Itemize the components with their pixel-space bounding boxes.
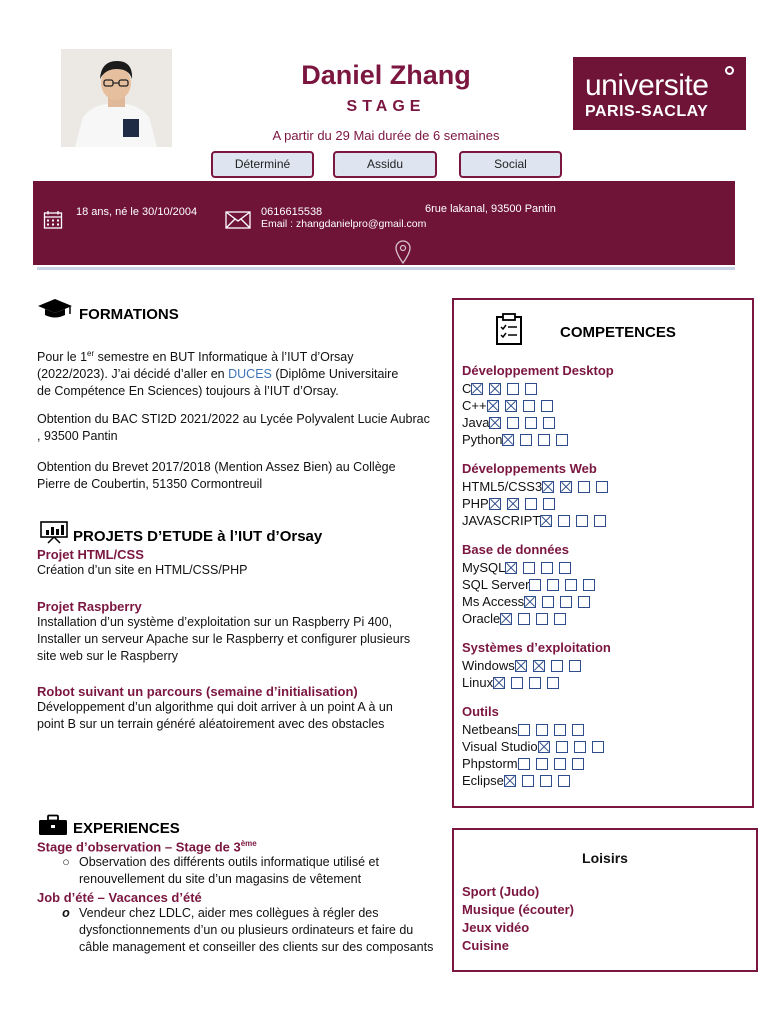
skill-level-empty-box — [523, 400, 535, 412]
duces-highlight: DUCES — [228, 367, 272, 382]
skill-level-empty-box — [574, 741, 586, 753]
skill-level-empty-box — [594, 515, 606, 527]
skill-name: Eclipse — [462, 773, 504, 788]
skill-name: Linux — [462, 675, 494, 690]
experience-sup: ème — [240, 839, 257, 848]
experience-name: Stage d’observation – Stage de 3 — [37, 839, 241, 855]
skill-row — [462, 478, 752, 495]
skill-level-empty-box — [542, 596, 554, 608]
formation-sup: er — [87, 349, 95, 358]
formation-text: de Compétence En Sciences) toujours à l’IUT d’Orsay. — [37, 384, 339, 399]
skill-level-checked-box — [502, 434, 514, 446]
profile-photo — [61, 49, 172, 147]
skill-level-empty-box — [592, 741, 604, 753]
projet-name: Projet HTML/CSS — [37, 547, 144, 562]
skill-level-empty-box — [556, 741, 568, 753]
skill-level-checked-box — [538, 741, 550, 753]
skill-level-empty-box — [523, 562, 535, 574]
projet-name: Projet Raspberry — [37, 599, 142, 614]
candidate-name: Daniel Zhang — [301, 60, 471, 90]
projet-desc: Installation d’un système d’exploitation sur un Raspberry Pi 400, — [37, 615, 393, 629]
skill-level-empty-box — [558, 515, 570, 527]
skill-level-checked-box — [487, 400, 499, 412]
skill-level-checked-box — [505, 562, 517, 574]
formation-text: Pierre de Coubertin, 51350 Cormontreuil — [37, 477, 263, 491]
competence-category: Base de données — [462, 542, 569, 557]
university-logo — [573, 57, 746, 130]
skill-level-checked-box — [540, 515, 552, 527]
projet-desc: Installer un serveur Apache sur le Raspberry et configurer plusieurs — [37, 632, 411, 646]
competence-category: Systèmes d’exploitation — [462, 640, 611, 655]
skill-level-empty-box — [554, 758, 566, 770]
skill-name: Windows — [462, 658, 515, 673]
skill-level-empty-box — [540, 775, 552, 787]
formation-item-bac — [37, 411, 447, 445]
loisirs-panel — [452, 828, 758, 972]
logo-line-1: universite — [585, 69, 709, 102]
clipboard-icon — [492, 312, 526, 346]
skill-level-empty-box — [572, 724, 584, 736]
competences-title: COMPETENCES — [560, 324, 676, 341]
skill-level-checked-box — [560, 481, 572, 493]
competences-list — [462, 363, 752, 789]
availability-text: A partir du 29 Mai durée de 6 semaines — [272, 128, 500, 143]
skill-name: Java — [462, 415, 490, 430]
formation-text: (2022/2023). J’ai décidé d’aller en — [37, 367, 229, 382]
skill-level-checked-box — [515, 660, 527, 672]
loisir-item: Jeux vidéo — [462, 920, 530, 935]
skill-row — [462, 593, 752, 610]
loisir-item: Cuisine — [462, 938, 509, 953]
skill-level-empty-box — [559, 562, 571, 574]
skill-name: HTML5/CSS3 — [462, 479, 543, 494]
formation-text: semestre en BUT Informatique à l’IUT d’Orsay — [94, 350, 354, 365]
skill-name: PHP — [462, 496, 489, 511]
skill-name: C — [462, 381, 472, 396]
skill-level-empty-box — [536, 758, 548, 770]
skill-level-empty-box — [578, 481, 590, 493]
skill-level-empty-box — [536, 724, 548, 736]
experience-item-stage — [37, 839, 452, 888]
envelope-icon — [225, 208, 251, 230]
skill-level-checked-box — [489, 498, 501, 510]
skill-row — [462, 414, 752, 431]
logo-line-2: PARIS-SACLAY — [585, 103, 709, 120]
skill-row — [462, 495, 752, 512]
bullet-icon: o — [62, 906, 70, 920]
projet-desc: point B sur un terrain généré aléatoirement avec des obstacles — [37, 717, 385, 731]
experience-desc: renouvellement du site d’un magasins de vêtement — [79, 872, 362, 887]
skill-name: Visual Studio — [462, 739, 538, 754]
skill-row — [462, 755, 752, 772]
formation-item-brevet — [37, 459, 447, 493]
skill-row — [462, 610, 752, 627]
skill-name: Ms Access — [462, 594, 525, 609]
skill-level-empty-box — [518, 758, 530, 770]
skill-level-empty-box — [578, 596, 590, 608]
projet-desc: site web sur le Raspberry — [37, 649, 179, 663]
skill-level-empty-box — [541, 562, 553, 574]
skill-level-empty-box — [554, 724, 566, 736]
skill-level-checked-box — [489, 383, 501, 395]
tag-determine: Déterminé — [211, 151, 314, 178]
formation-text: Obtention du BAC STI2D 2021/2022 au Lycée Polyvalent Lucie Aubrac — [37, 412, 430, 426]
skill-row — [462, 657, 752, 674]
skill-level-checked-box — [524, 596, 536, 608]
formation-text: Pour le 1 — [37, 350, 88, 365]
skill-name: Phpstorm — [462, 756, 518, 771]
skill-level-empty-box — [547, 677, 559, 689]
skill-level-empty-box — [525, 498, 537, 510]
skill-level-empty-box — [522, 775, 534, 787]
phone-text: 0616615538 — [261, 206, 323, 218]
skill-name: SQL Server — [462, 577, 530, 592]
skill-level-empty-box — [536, 613, 548, 625]
skill-level-empty-box — [520, 434, 532, 446]
skill-level-empty-box — [558, 775, 570, 787]
skill-level-checked-box — [504, 775, 516, 787]
skill-row — [462, 721, 752, 738]
skill-level-empty-box — [554, 613, 566, 625]
skill-level-empty-box — [518, 724, 530, 736]
competence-category: Outils — [462, 704, 499, 719]
skill-level-empty-box — [556, 434, 568, 446]
formation-text: Obtention du Brevet 2017/2018 (Mention Assez Bien) au Collège — [37, 460, 396, 474]
briefcase-icon — [38, 814, 68, 836]
skill-level-empty-box — [525, 417, 537, 429]
skill-name: MySQL — [462, 560, 506, 575]
skill-level-checked-box — [542, 481, 554, 493]
projets-title: PROJETS D’ETUDE à l’IUT d’Orsay — [73, 528, 323, 545]
experience-desc: dysfonctionnements d’un ou plusieurs ordinateurs et faire du — [79, 923, 414, 937]
experience-name: Job d’été – Vacances d’été — [37, 890, 202, 905]
projet-item-raspberry — [37, 599, 447, 665]
projet-desc: Création d’un site en HTML/CSS/PHP — [37, 563, 248, 577]
tag-social: Social — [459, 151, 562, 178]
address-text: 6rue lakanal, 93500 Pantin — [425, 203, 556, 215]
skill-row — [462, 738, 752, 755]
competence-category: Développements Web — [462, 461, 597, 476]
projet-name: Robot suivant un parcours (semaine d’initialisation) — [37, 684, 358, 699]
skill-level-empty-box — [525, 383, 537, 395]
skill-row — [462, 431, 752, 448]
skill-row — [462, 674, 752, 691]
contact-band — [33, 181, 735, 265]
skill-level-empty-box — [518, 613, 530, 625]
skill-level-empty-box — [511, 677, 523, 689]
formations-title: FORMATIONS — [79, 306, 179, 323]
skill-level-empty-box — [551, 660, 563, 672]
skill-level-empty-box — [543, 498, 555, 510]
logo-dot — [725, 66, 734, 75]
skill-level-empty-box — [529, 579, 541, 591]
loisirs-title: Loisirs — [582, 850, 628, 866]
skill-name: C++ — [462, 398, 487, 413]
skill-level-checked-box — [493, 677, 505, 689]
experience-desc: câble management et conseiller des clients sur des composants — [79, 940, 434, 954]
experience-desc: Vendeur chez LDLC, aider mes collègues à régler des — [79, 906, 379, 920]
formation-item-but — [37, 345, 447, 400]
skill-name: JAVASCRIPT — [462, 513, 541, 528]
skill-row — [462, 512, 752, 529]
skill-row — [462, 559, 752, 576]
skill-level-checked-box — [507, 498, 519, 510]
competence-category: Développement Desktop — [462, 363, 614, 378]
formation-text: , 93500 Pantin — [37, 429, 118, 443]
skill-row — [462, 397, 752, 414]
graduation-cap-icon — [37, 297, 73, 319]
skill-level-empty-box — [576, 515, 588, 527]
skill-name: Netbeans — [462, 722, 518, 737]
presentation-board-icon — [39, 520, 69, 544]
skill-level-empty-box — [572, 758, 584, 770]
calendar-icon — [43, 210, 63, 230]
skill-row — [462, 772, 752, 789]
projet-item-robot — [37, 684, 447, 733]
skill-name: Oracle — [462, 611, 501, 626]
tag-assidu: Assidu — [333, 151, 437, 178]
skill-level-empty-box — [596, 481, 608, 493]
position-title: STAGE — [346, 98, 426, 115]
loisir-item: Musique (écouter) — [462, 902, 574, 917]
skill-level-checked-box — [533, 660, 545, 672]
location-pin-icon — [394, 240, 412, 264]
skill-level-empty-box — [583, 579, 595, 591]
skill-name: Python — [462, 432, 503, 447]
skill-level-checked-box — [471, 383, 483, 395]
experiences-title: EXPERIENCES — [73, 820, 180, 837]
skill-level-empty-box — [538, 434, 550, 446]
email-text: Email : zhangdanielpro@gmail.com — [261, 218, 427, 230]
skill-level-empty-box — [507, 383, 519, 395]
formation-text: (Diplôme Universitaire — [271, 367, 399, 382]
experience-item-job — [37, 890, 452, 956]
bullet-icon: ○ — [62, 855, 70, 870]
skill-level-checked-box — [505, 400, 517, 412]
loisir-item: Sport (Judo) — [462, 884, 540, 899]
skill-level-empty-box — [507, 417, 519, 429]
loisirs-list — [462, 883, 574, 955]
experience-desc: Observation des différents outils informatique utilisé et — [79, 855, 379, 870]
skill-level-empty-box — [541, 400, 553, 412]
skill-level-empty-box — [565, 579, 577, 591]
skill-level-empty-box — [529, 677, 541, 689]
skill-row — [462, 576, 752, 593]
competences-panel — [452, 298, 754, 808]
skill-level-empty-box — [569, 660, 581, 672]
skill-row — [462, 380, 752, 397]
projet-desc: Développement d’un algorithme qui doit arriver à un point A à un — [37, 700, 393, 714]
skill-level-checked-box — [489, 417, 501, 429]
age-text: 18 ans, né le 30/10/2004 — [76, 206, 198, 218]
skill-level-checked-box — [500, 613, 512, 625]
skill-level-empty-box — [543, 417, 555, 429]
projet-item-html — [37, 547, 447, 579]
band-divider — [37, 267, 735, 270]
skill-level-empty-box — [547, 579, 559, 591]
skill-level-empty-box — [560, 596, 572, 608]
